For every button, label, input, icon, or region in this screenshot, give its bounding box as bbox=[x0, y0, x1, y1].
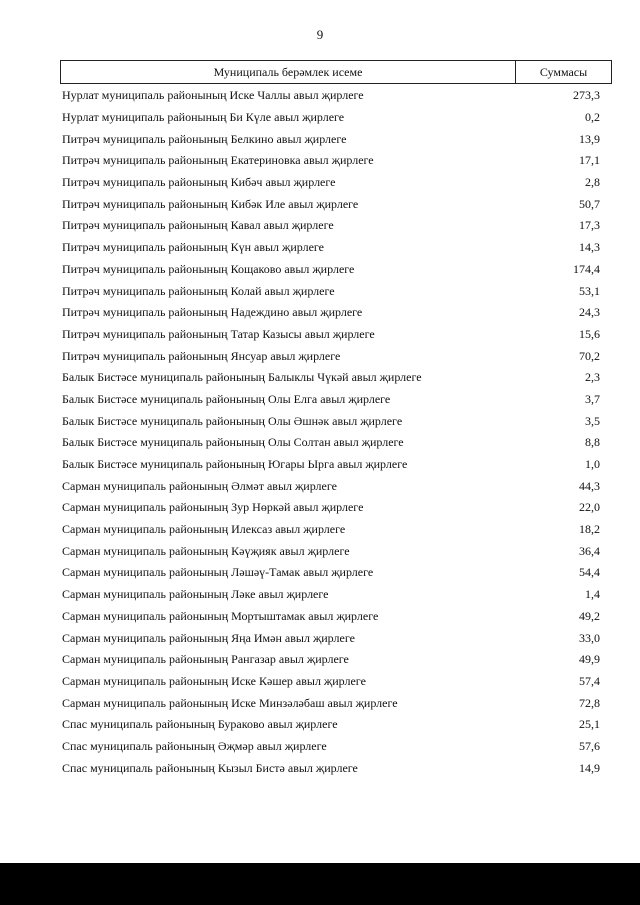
amount-value: 54,4 bbox=[579, 565, 600, 580]
table-row bbox=[62, 475, 600, 497]
header-name-column: Муниципаль берәмлек исеме bbox=[61, 61, 516, 83]
municipality-name: Сарман муниципаль районының Рангазар авыл җирлеге bbox=[62, 652, 349, 667]
municipality-name: Сарман муниципаль районының Иске Кәшер авыл җирлеге bbox=[62, 673, 366, 688]
municipality-name: Питрәч муниципаль районының Екатериновка авыл җирлеге bbox=[62, 153, 374, 168]
table-row bbox=[62, 237, 600, 259]
municipality-name: Питрәч муниципаль районының Янсуар авыл җирлеге bbox=[62, 348, 341, 363]
table-row bbox=[62, 649, 600, 671]
table-row bbox=[62, 107, 600, 129]
amount-value: 13,9 bbox=[579, 131, 600, 146]
scan-border bbox=[0, 863, 640, 905]
municipality-name: Нурлат муниципаль районының Иске Чаллы авыл җирлеге bbox=[62, 88, 364, 103]
amount-value: 53,1 bbox=[579, 283, 600, 298]
table-row bbox=[62, 584, 600, 606]
amount-value: 14,3 bbox=[579, 240, 600, 255]
amount-value: 25,1 bbox=[579, 717, 600, 732]
amount-value: 17,1 bbox=[579, 153, 600, 168]
municipality-name: Питрәч муниципаль районының Кавал авыл җирлеге bbox=[62, 218, 334, 233]
municipality-name: Сарман муниципаль районының Илексаз авыл җирлеге bbox=[62, 522, 346, 537]
table-header bbox=[60, 60, 612, 84]
municipality-name: Сарман муниципаль районының Кәүҗияк авыл җирлеге bbox=[62, 543, 350, 558]
municipality-name: Питрәч муниципаль районының Күн авыл җирлеге bbox=[62, 240, 325, 255]
table-row bbox=[62, 519, 600, 541]
municipality-name: Сарман муниципаль районының Зур Нөркәй авыл җирлеге bbox=[62, 500, 364, 515]
table-row bbox=[62, 367, 600, 389]
table-row bbox=[62, 497, 600, 519]
municipality-name: Спас муниципаль районының Бураково авыл җирлеге bbox=[62, 717, 338, 732]
amount-value: 44,3 bbox=[579, 478, 600, 493]
amount-value: 14,9 bbox=[579, 760, 600, 775]
table-row bbox=[62, 259, 600, 281]
table-row bbox=[62, 128, 600, 150]
table-row bbox=[62, 324, 600, 346]
amount-value: 49,9 bbox=[579, 652, 600, 667]
municipality-name: Балык Бистәсе муниципаль районының Балыклы Чүкәй авыл җирлеге bbox=[62, 370, 422, 385]
header-sum-column: Суммасы bbox=[539, 64, 588, 79]
municipality-name: Сарман муниципаль районының Ләшәү-Тамак авыл җирлеге bbox=[62, 565, 374, 580]
table-row bbox=[62, 736, 600, 758]
amount-value: 8,8 bbox=[585, 435, 600, 450]
municipality-name: Сарман муниципаль районының Ләке авыл җирлеге bbox=[62, 587, 329, 602]
municipality-name: Спас муниципаль районының Кызыл Бистә авыл җирлеге bbox=[62, 760, 358, 775]
table-row bbox=[62, 562, 600, 584]
amount-value: 24,3 bbox=[579, 305, 600, 320]
municipality-name: Балык Бистәсе муниципаль районының Олы Елга авыл җирлеге bbox=[62, 391, 391, 406]
table-row bbox=[62, 280, 600, 302]
amount-value: 0,2 bbox=[585, 110, 600, 125]
table-row bbox=[62, 606, 600, 628]
amount-value: 17,3 bbox=[579, 218, 600, 233]
amount-value: 18,2 bbox=[579, 522, 600, 537]
amount-value: 1,0 bbox=[585, 457, 600, 472]
table-row bbox=[62, 454, 600, 476]
municipality-name: Балык Бистәсе муниципаль районының Олы Әшнәк авыл җирлеге bbox=[62, 413, 403, 428]
amount-value: 36,4 bbox=[579, 543, 600, 558]
amount-value: 33,0 bbox=[579, 630, 600, 645]
amount-value: 70,2 bbox=[579, 348, 600, 363]
amount-value: 1,4 bbox=[585, 587, 600, 602]
municipality-name: Сарман муниципаль районының Мортыштамак авыл җирлеге bbox=[62, 608, 379, 623]
table-row bbox=[62, 85, 600, 107]
municipality-name: Питрәч муниципаль районының Надеждино авыл җирлеге bbox=[62, 305, 363, 320]
table-row bbox=[62, 215, 600, 237]
municipality-name: Питрәч муниципаль районының Колай авыл җирлеге bbox=[62, 283, 335, 298]
amount-value: 15,6 bbox=[579, 326, 600, 341]
table-row bbox=[62, 671, 600, 693]
municipality-name: Питрәч муниципаль районының Кибәч авыл җирлеге bbox=[62, 175, 336, 190]
municipality-name: Питрәч муниципаль районының Кощаково авыл җирлеге bbox=[62, 261, 355, 276]
amount-value: 22,0 bbox=[579, 500, 600, 515]
municipality-name: Нурлат муниципаль районының Би Күле авыл җирлеге bbox=[62, 110, 345, 125]
amount-value: 50,7 bbox=[579, 196, 600, 211]
municipality-name: Балык Бистәсе муниципаль районының Югары Ырга авыл җирлеге bbox=[62, 457, 408, 472]
amount-value: 3,7 bbox=[585, 391, 600, 406]
table-row bbox=[62, 540, 600, 562]
amount-value: 2,8 bbox=[585, 175, 600, 190]
amount-value: 57,4 bbox=[579, 673, 600, 688]
municipality-name: Питрәч муниципаль районының Белкино авыл җирлеге bbox=[62, 131, 347, 146]
table-row bbox=[62, 302, 600, 324]
table-body bbox=[62, 85, 600, 779]
table-row bbox=[62, 389, 600, 411]
table-row bbox=[62, 172, 600, 194]
table-row bbox=[62, 714, 600, 736]
table-row bbox=[62, 345, 600, 367]
municipality-name: Сарман муниципаль районының Иске Минзәләбаш авыл җирлеге bbox=[62, 695, 398, 710]
amount-value: 174,4 bbox=[573, 261, 600, 276]
municipality-name: Балык Бистәсе муниципаль районының Олы Солтан авыл җирлеге bbox=[62, 435, 404, 450]
table-row bbox=[62, 410, 600, 432]
page-number: 9 bbox=[316, 27, 324, 42]
table-row bbox=[62, 692, 600, 714]
municipality-name: Сарман муниципаль районының Яңа Имән авыл җирлеге bbox=[62, 630, 355, 645]
municipality-name: Сарман муниципаль районының Әлмәт авыл җирлеге bbox=[62, 478, 337, 493]
amount-value: 57,6 bbox=[579, 738, 600, 753]
table-row bbox=[62, 193, 600, 215]
municipality-name: Питрәч муниципаль районының Татар Казысы авыл җирлеге bbox=[62, 326, 375, 341]
table-row bbox=[62, 150, 600, 172]
municipality-name: Питрәч муниципаль районының Кибәк Иле авыл җирлеге bbox=[62, 196, 359, 211]
amount-value: 2,3 bbox=[585, 370, 600, 385]
table-row bbox=[62, 627, 600, 649]
amount-value: 72,8 bbox=[579, 695, 600, 710]
amount-value: 273,3 bbox=[573, 88, 600, 103]
amount-value: 3,5 bbox=[585, 413, 600, 428]
table-row bbox=[62, 432, 600, 454]
table-row bbox=[62, 757, 600, 779]
amount-value: 49,2 bbox=[579, 608, 600, 623]
municipality-name: Спас муниципаль районының Әҗмәр авыл җирлеге bbox=[62, 738, 327, 753]
